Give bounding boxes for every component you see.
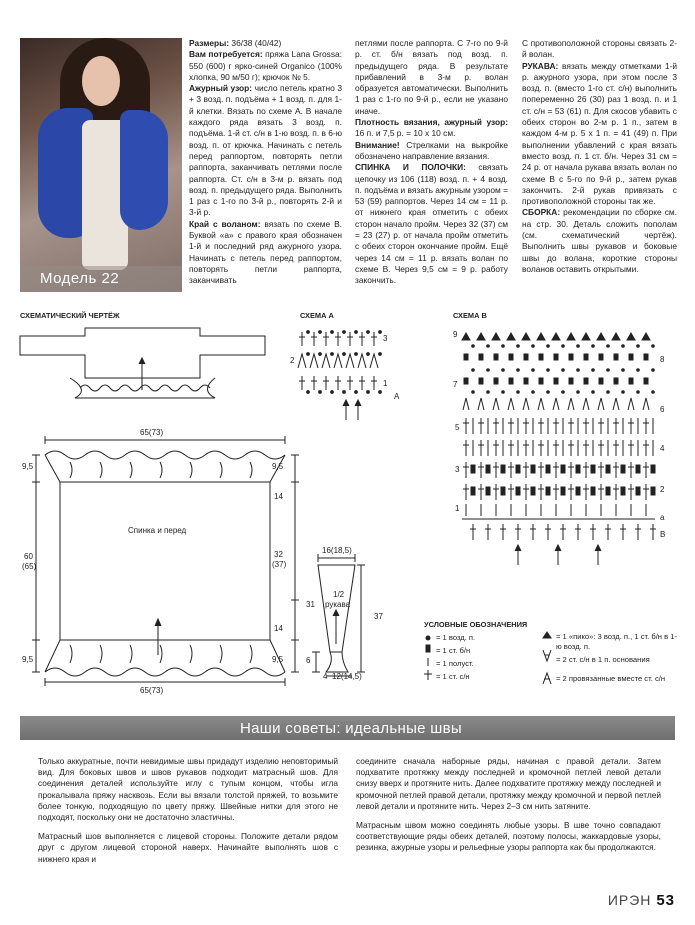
- chain-symbol: [307, 353, 310, 356]
- sc-symbol: [539, 378, 543, 384]
- scheme-b-row-7: 7: [453, 380, 458, 389]
- scheme-b-title: СХЕМА В: [453, 311, 487, 320]
- width-bottom: 65(73): [140, 686, 164, 695]
- sc-symbol: [501, 465, 505, 473]
- paragraph-body: связать цепочку из 106 (118) возд. п. + 4 возд. п. подъёма и вязать ажурным узором = 53 (59) раппортов. Через 14 см = 11 р. от нижнего края отметить с обеих сторон начало пройм. Через 32 (37) см = 23 (27) р. от начала пройм отметить с обеих сторон окончание пройм. Ещё через 14 см = 11 р. вязать волан по схеме В. Через 9,5 см = 9 р. работу закончить.: [355, 162, 508, 286]
- magazine-brand: ИРЭН: [607, 892, 652, 908]
- sc-symbol: [479, 378, 483, 384]
- paragraph-heading: Край с воланом:: [189, 218, 261, 229]
- scheme-a-row-2: 2: [290, 356, 295, 365]
- legend-item-2dc-tog: = 2 провязанные вместе ст. с/н: [556, 674, 666, 683]
- chain-symbol: [472, 369, 475, 372]
- paragraph-body: вязать по схеме В. Буквой «а» с правого края обозначен 1-й и последний ряд ажурного узора. Начинать с петель перед раппортом, повторять петли раппорта, заканчивать: [189, 218, 342, 286]
- sc-symbol: [516, 465, 520, 473]
- chain-symbol: [637, 369, 640, 372]
- sc-symbol: [546, 465, 550, 473]
- v-symbol: [568, 398, 574, 410]
- chain-symbol: [607, 391, 610, 394]
- paragraph-heading: Внимание!: [355, 139, 400, 150]
- scheme-b-row-8: 8: [660, 355, 665, 364]
- scheme-b-row-4: 4: [660, 444, 665, 453]
- chain-symbol: [577, 369, 580, 372]
- chain-symbol: [502, 391, 505, 394]
- chain-symbol: [367, 331, 370, 334]
- picot-symbol: [642, 333, 650, 340]
- armhole-alt: (37): [272, 560, 287, 569]
- picot-symbol: [627, 333, 635, 340]
- chain-symbol: [319, 331, 322, 334]
- chain-symbol: [472, 345, 475, 348]
- sleeve-pattern: [312, 554, 365, 676]
- scheme-b-row-5: 5: [455, 423, 460, 432]
- chain-symbol: [577, 391, 580, 394]
- tips-column-1: [38, 756, 338, 873]
- v-symbol: [370, 354, 378, 368]
- sleeve-bottom-width: 12(14,5): [332, 672, 362, 681]
- chain-symbol: [367, 353, 370, 356]
- paragraph-body: С противоположной стороны связать 2-й волан.: [522, 38, 677, 60]
- scheme-a-title: СХЕМА А: [300, 311, 334, 320]
- v-symbol: [643, 398, 649, 410]
- chain-symbol: [592, 391, 595, 394]
- height-left: 60: [24, 552, 33, 561]
- chain-symbol: [652, 391, 655, 394]
- tips-paragraph: соедините сначала наборные ряды, начиная с правой детали. Затем подхватите протяжку между последней и кромочной петлей левой детали снизу вверх и протяните нить. Далее подхватите протяжку между последней и кромочной петлей правой детали, протяжку между кромочной и первой петлей левой детали и протяните нить. Через 2–3 см нить затяните.: [356, 756, 661, 811]
- chain-symbol: [637, 391, 640, 394]
- paragraph-heading: Ажурный узор:: [189, 83, 253, 94]
- chain-symbol: [379, 353, 382, 356]
- picot-symbol: [507, 333, 515, 340]
- v-symbol: [463, 398, 469, 410]
- chain-symbol: [502, 369, 505, 372]
- chain-symbol: [547, 369, 550, 372]
- chain-symbol: [367, 391, 370, 394]
- paragraph-heading: Плотность вязания, ажурный узор:: [355, 117, 508, 128]
- paragraph-body: 36/38 (40/42): [229, 38, 282, 48]
- page-number: 53: [656, 892, 675, 909]
- scheme-b-chart: [462, 333, 656, 565]
- sc-symbol: [561, 487, 565, 495]
- sc-symbol: [561, 465, 565, 473]
- scheme-a-row-1: 1: [383, 379, 388, 388]
- chain-symbol: [472, 391, 475, 394]
- sleeve-bottom-right: 4: [323, 672, 328, 681]
- picot-symbol: [462, 333, 470, 340]
- sleeve-top-width: 16(18,5): [322, 546, 352, 555]
- height-left-alt: (65): [22, 562, 37, 571]
- sc-symbol: [636, 465, 640, 473]
- paragraph-body: 16 п. и 7,5 р. = 10 х 10 см.: [355, 128, 456, 139]
- sc-symbol: [471, 465, 475, 473]
- sc-symbol: [636, 487, 640, 495]
- v-symbol: [478, 398, 484, 410]
- paragraph-body: петлями после раппорта. С 7-го по 9-й р. ст. б/н вязать под возд. п. предыдущего ряда. В результате прибавлений в 3-м р. волан образуется автоматически. Выполнить 1 раз с 1-го по 9-й р., если не указано иначе.: [355, 38, 508, 116]
- scheme-a-row-3: 3: [383, 334, 388, 343]
- sc-symbol: [629, 378, 633, 384]
- v-symbol: [298, 354, 306, 368]
- armhole: 32: [274, 550, 283, 559]
- sc-symbol: [569, 378, 573, 384]
- chain-symbol: [517, 345, 520, 348]
- sc-symbol: [591, 465, 595, 473]
- scheme-b-label: В: [660, 530, 666, 539]
- tips-paragraph: Матрасный шов выполняется с лицевой стороны. Положите детали рядом друг с другом лицевой стороной наверх. Начинайте выполнять шов с нижнего края и: [38, 831, 338, 864]
- chain-symbol: [592, 369, 595, 372]
- chain-symbol: [622, 391, 625, 394]
- chain-symbol: [547, 345, 550, 348]
- scheme-b-row-a: а: [660, 513, 665, 522]
- paragraph-heading: РУКАВА:: [522, 60, 559, 71]
- picot-symbol: [552, 333, 560, 340]
- chain-symbol: [487, 391, 490, 394]
- sc-symbol: [509, 354, 513, 360]
- chain-symbol: [331, 331, 334, 334]
- ruffle-top-right: 9,5: [272, 462, 284, 471]
- sc-symbol: [606, 487, 610, 495]
- sc-symbol: [554, 378, 558, 384]
- sc-symbol: [524, 354, 528, 360]
- chain-symbol: [562, 391, 565, 394]
- sc-symbol: [509, 378, 513, 384]
- chain-symbol: [607, 345, 610, 348]
- paragraph-body: вязать между отметками 1-й р. ажурного узора, при этом после 3 возд. п. (вместо 1-го ст. с/н) выполнить попеременно 26 (30) раз 1 возд. п. и 1 ст. с/н = 53 (61) п. Для скосов убавить с обеих сторон во 2-м р. 1 п., затем в каждом 4-м р. 5 х 1 п. = 41 (49) п. При выполнении убавлений с края вязать вместо возд. п. 1 ст. б/н. Через 31 см = 24 р. от начала рукава вязать волан по схеме В с 5-го по 9-й р., затем рукав закончить. 2-й рукав привязать с противоположной стороны так же.: [522, 60, 677, 207]
- v-symbol: [322, 354, 330, 368]
- scheme-b-row-6: 6: [660, 405, 665, 414]
- chain-symbol: [319, 391, 322, 394]
- chain-symbol: [307, 331, 310, 334]
- sc-symbol: [614, 378, 618, 384]
- chain-symbol: [547, 391, 550, 394]
- sc-symbol: [599, 378, 603, 384]
- v-symbol: [613, 398, 619, 410]
- v-symbol: [334, 354, 342, 368]
- ruffle-bottom-left: 9,5: [22, 655, 34, 664]
- legend-item-picot: = 1 «пико»: 3 возд. п., 1 ст. б/н в 1-ю возд. п.: [556, 632, 677, 651]
- scheme-a-chart: [298, 331, 381, 420]
- sc-symbol: [539, 354, 543, 360]
- width-top: 65(73): [140, 428, 164, 437]
- legend-title: УСЛОВНЫЕ ОБОЗНАЧЕНИЯ: [424, 620, 528, 629]
- v-symbol: [310, 354, 318, 368]
- v-symbol: [493, 398, 499, 410]
- chain-symbol: [517, 369, 520, 372]
- sc-symbol: [644, 354, 648, 360]
- scheme-b-row-3: 3: [455, 465, 460, 474]
- page-footer: [608, 892, 675, 909]
- sc-symbol: [516, 487, 520, 495]
- chain-symbol: [652, 369, 655, 372]
- sc-symbol: [576, 465, 580, 473]
- chain-symbol: [502, 345, 505, 348]
- sc-symbol: [479, 354, 483, 360]
- chain-symbol: [637, 345, 640, 348]
- schematic-title: СХЕМАТИЧЕСКИЙ ЧЕРТЁЖ: [20, 311, 120, 320]
- ruffle-bottom-right: 9,5: [272, 655, 284, 664]
- picot-symbol: [537, 333, 545, 340]
- sc-symbol: [464, 378, 468, 384]
- legend-item-sc: = 1 ст. б/н: [436, 646, 471, 655]
- chain-symbol: [355, 331, 358, 334]
- v-symbol: [628, 398, 634, 410]
- paragraph-body: рекомендации по сборке см. на стр. 30. Деталь сложить пополам (см. схематический чертёж). Выполнить швы рукавов и боковые швы до волана, короткие стороны воланов оставить открытыми.: [522, 207, 677, 274]
- seg-top: 14: [274, 492, 283, 501]
- chain-symbol: [532, 391, 535, 394]
- sc-symbol: [501, 487, 505, 495]
- chain-symbol: [562, 369, 565, 372]
- sc-symbol: [471, 487, 475, 495]
- paragraph-body: пряжа Lana Grossa: 550 (600) г ярко-синей Organico (100% хлопка, 90 м/50 г); крючок № 5.: [189, 49, 342, 82]
- sc-symbol: [629, 354, 633, 360]
- chain-symbol: [622, 345, 625, 348]
- v-symbol: [523, 398, 529, 410]
- chain-symbol: [592, 345, 595, 348]
- paragraph-heading: Размеры:: [189, 38, 230, 48]
- tips-header-bar: [20, 716, 675, 740]
- chain-symbol: [517, 391, 520, 394]
- chain-symbol: [487, 369, 490, 372]
- chain-symbol: [331, 353, 334, 356]
- picot-symbol: [597, 333, 605, 340]
- legend-item-hdc: = 1 полуст.: [436, 659, 474, 668]
- chain-symbol: [652, 345, 655, 348]
- chain-symbol: [343, 353, 346, 356]
- v-symbol: [538, 398, 544, 410]
- legend-item-chain: = 1 возд. п.: [436, 633, 476, 642]
- chain-symbol: [562, 345, 565, 348]
- body-pattern: [32, 436, 299, 686]
- body-label: Спинка и перед: [128, 526, 187, 535]
- photo-caption: Модель 22: [20, 266, 182, 292]
- tips-column-2: [356, 756, 661, 862]
- chain-symbol: [355, 353, 358, 356]
- sc-symbol: [576, 487, 580, 495]
- v-symbol: [598, 398, 604, 410]
- sc-symbol: [614, 354, 618, 360]
- sc-symbol: [599, 354, 603, 360]
- chain-symbol: [355, 391, 358, 394]
- paragraph-heading: СБОРКА:: [522, 207, 561, 218]
- picot-symbol: [492, 333, 500, 340]
- sc-symbol: [591, 487, 595, 495]
- tips-paragraph: Матрасным швом можно соединять любые узоры. В шве точно совпадают соответствующие ряды обеих деталей, поэтому полосы, жаккардовые узоры, резинка, ажурные узоры и рельефные узоры раппорта как бы продолжаются.: [356, 820, 661, 853]
- sleeve-label-1: 1/2: [333, 590, 345, 599]
- chain-symbol: [343, 331, 346, 334]
- tips-paragraph: Только аккуратные, почти невидимые швы придадут изделию неповторимый вид. Для боковых швов и швов рукавов подходит матрасный шов. Для соединения деталей используйте иглу с тупым концом, чтобы игла прокалывала пряжу насквозь. Если вы вязали толстой пряжей, то возьмите более тонкую, подходящую по цвету пряжу. Швейные нитки для этого не подходят, поскольку они не достаточно эластичны.: [38, 756, 338, 823]
- sc-symbol: [621, 487, 625, 495]
- chain-symbol: [379, 391, 382, 394]
- sc-symbol: [621, 465, 625, 473]
- scheme-b-row-1: 1: [455, 504, 460, 513]
- sc-symbol: [584, 378, 588, 384]
- sleeve-label-2: рукава: [325, 600, 351, 609]
- sc-symbol: [486, 465, 490, 473]
- legend-item-2dc-in-1: = 2 ст. с/н в 1 п. основания: [556, 655, 650, 664]
- chain-symbol: [487, 345, 490, 348]
- sc-symbol: [524, 378, 528, 384]
- chain-symbol: [379, 331, 382, 334]
- v-symbol: [583, 398, 589, 410]
- chain-symbol: [607, 369, 610, 372]
- scheme-a-label: А: [394, 392, 400, 401]
- sleeve-height-left: 31: [306, 600, 315, 609]
- sc-symbol: [494, 354, 498, 360]
- seg-bottom: 14: [274, 624, 283, 633]
- tips-title: Наши советы: идеальные швы: [240, 720, 462, 737]
- chain-symbol: [331, 391, 334, 394]
- paragraph-heading: Вам потребуется:: [189, 49, 263, 60]
- v-symbol: [358, 354, 366, 368]
- v-symbol: [346, 354, 354, 368]
- sc-symbol: [569, 354, 573, 360]
- sc-symbol: [486, 487, 490, 495]
- picot-symbol: [477, 333, 485, 340]
- sc-symbol: [494, 378, 498, 384]
- schematic-drawing: [20, 328, 265, 398]
- picot-symbol: [522, 333, 530, 340]
- v-symbol: [553, 398, 559, 410]
- paragraph-heading: СПИНКА И ПОЛОЧКИ:: [355, 162, 466, 173]
- chain-symbol: [532, 369, 535, 372]
- picot-symbol: [567, 333, 575, 340]
- chain-symbol: [622, 369, 625, 372]
- picot-symbol: [582, 333, 590, 340]
- sc-symbol: [546, 487, 550, 495]
- sc-symbol: [606, 465, 610, 473]
- sc-symbol: [554, 354, 558, 360]
- chain-symbol: [577, 345, 580, 348]
- paragraph-body: Стрелками на выкройке обозначено направление вязания.: [355, 139, 508, 161]
- sc-symbol: [531, 487, 535, 495]
- chain-symbol: [319, 353, 322, 356]
- sc-symbol: [651, 487, 655, 495]
- legend-item-dc: = 1 ст. с/н: [436, 672, 470, 681]
- chain-symbol: [307, 391, 310, 394]
- sleeve-height-right: 37: [374, 612, 383, 621]
- ruffle-top-left: 9,5: [22, 462, 34, 471]
- paragraph-body: число петель кратно 3 + 3 возд. п. подъёма + 1 возд. п. для 1-й клетки. Вязать по схеме А. В начале каждого ряда вязать 3 возд. п. подъёма. 1-й ст. с/н в 1-ю возд. п. в 6-ю возд. п. от крючка. Начинать с петель перед раппортом, повторять петли раппорта, заканчивать петлями после раппорта. Ст. с/н в 3-м р. вязать под возд. п. предыдущего ряда. Выполнить 1 раз с 1-го по 3-й р., повторять 2-й и 3-й р.: [189, 83, 342, 218]
- sc-symbol: [651, 465, 655, 473]
- sleeve-bottom-left: 6: [306, 656, 311, 665]
- chain-symbol: [532, 345, 535, 348]
- sc-symbol: [464, 354, 468, 360]
- sc-symbol: [644, 378, 648, 384]
- chain-symbol: [343, 391, 346, 394]
- v-symbol: [508, 398, 514, 410]
- sc-symbol: [584, 354, 588, 360]
- sc-symbol: [531, 465, 535, 473]
- scheme-b-row-9: 9: [453, 330, 458, 339]
- scheme-b-row-2: 2: [660, 485, 665, 494]
- picot-symbol: [612, 333, 620, 340]
